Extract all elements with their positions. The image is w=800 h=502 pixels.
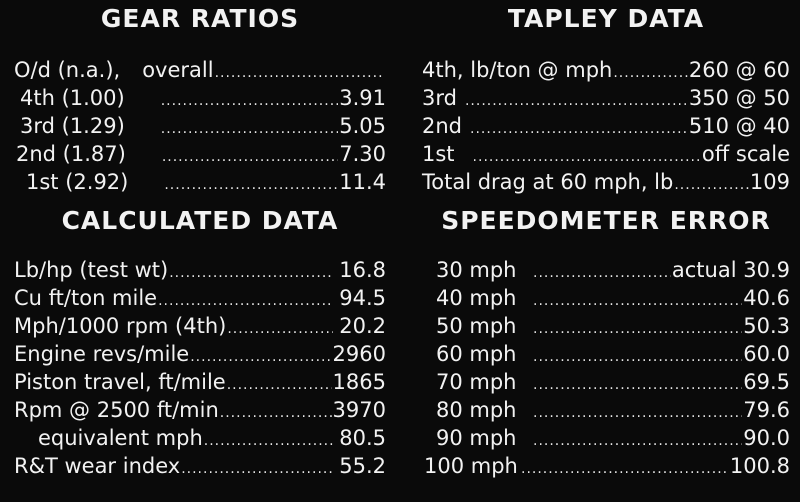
dot-leader [204, 427, 333, 455]
calc-row-lb-hp [14, 256, 386, 284]
gear-ratios-section [14, 4, 386, 194]
speedo-row-value: actual 30.9 [671, 258, 790, 282]
calc-row-value: 1865 [332, 370, 386, 394]
speedo-row-100 [422, 452, 790, 480]
calc-row-equiv-mph [14, 424, 386, 452]
speedo-row-label: 80 mph [436, 398, 517, 422]
calc-row-piston-travel [14, 368, 386, 396]
tapley-row-value: off scale [701, 142, 790, 166]
calc-row-value: 2960 [332, 342, 386, 366]
speedo-row-label: 100 mph [424, 454, 518, 478]
gear-row-label: 2nd (1.87) [16, 142, 126, 166]
tapley-row-total-drag [422, 168, 790, 196]
speedo-row-value: 69.5 [743, 370, 790, 394]
speedo-row-70 [422, 368, 790, 396]
speedo-row-value: 60.0 [743, 342, 790, 366]
gear-row-3rd [14, 112, 386, 140]
dot-leader [169, 259, 333, 287]
calc-row-value: 3970 [332, 398, 386, 422]
dot-leader [674, 171, 749, 199]
dot-leader [161, 87, 339, 115]
tapley-row-label: 4th, lb/ton @ mph [422, 58, 613, 82]
gear-row-1st [14, 168, 386, 196]
tapley-data-title: TAPLEY DATA [507, 4, 705, 33]
speedo-row-60 [422, 340, 790, 368]
calc-row-label: Cu ft/ton mile [14, 286, 158, 310]
dot-leader [533, 399, 742, 427]
calc-row-value: 16.8 [339, 258, 386, 282]
calc-row-label: Piston travel, ft/mile [14, 370, 226, 394]
dot-leader [215, 59, 385, 87]
dot-leader [533, 343, 742, 371]
tapley-row-value: 350 @ 50 [688, 86, 790, 110]
speedo-row-value: 100.8 [729, 454, 790, 478]
dot-leader [533, 315, 742, 343]
calc-row-label: R&T wear index [14, 454, 181, 478]
tapley-row-label: Total drag at 60 mph, lb [422, 170, 674, 194]
gear-row-4th [14, 84, 386, 112]
calc-row-label: Mph/1000 rpm (4th) [14, 314, 227, 338]
gear-row-value: 7.30 [339, 142, 386, 166]
dot-leader [158, 287, 333, 315]
dot-leader [470, 115, 688, 143]
calculated-data-title: CALCULATED DATA [61, 206, 339, 235]
tapley-data-section [422, 4, 790, 194]
calc-row-label: Lb/hp (test wt) [14, 258, 169, 282]
speedo-row-90 [422, 424, 790, 452]
speedo-row-value: 79.6 [743, 398, 790, 422]
speedo-row-label: 90 mph [436, 426, 517, 450]
dot-leader [161, 115, 338, 143]
tapley-row-4th [422, 56, 790, 84]
tapley-row-value: 109 [749, 170, 790, 194]
calc-row-label: Rpm @ 2500 ft/min [14, 398, 219, 422]
tapley-row-label: 3rd [422, 86, 457, 110]
gear-row-2nd [14, 140, 386, 168]
dot-leader [190, 343, 331, 371]
speedo-row-label: 50 mph [436, 314, 517, 338]
speedo-row-80 [422, 396, 790, 424]
gear-row-mid: overall [142, 58, 214, 82]
calc-row-rpm-2500 [14, 396, 386, 424]
calc-row-value: 94.5 [339, 286, 386, 310]
gear-row-label: 3rd (1.29) [20, 114, 125, 138]
dot-leader [473, 143, 701, 171]
speedometer-error-title: SPEEDOMETER ERROR [441, 206, 771, 235]
dot-leader [227, 315, 333, 343]
dot-leader [181, 455, 333, 483]
dot-leader [465, 87, 688, 115]
tapley-row-value: 510 @ 40 [688, 114, 790, 138]
gear-row-overdrive [14, 56, 386, 84]
calc-row-wear-index [14, 452, 386, 480]
speedo-row-label: 70 mph [436, 370, 517, 394]
speedo-row-label: 30 mph [436, 258, 517, 282]
dot-leader [521, 455, 729, 483]
tapley-row-1st [422, 140, 790, 168]
gear-row-value: 5.05 [339, 114, 386, 138]
gear-row-value: 3.91 [339, 86, 386, 110]
speedo-row-40 [422, 284, 790, 312]
speedo-row-label: 40 mph [436, 286, 517, 310]
calc-row-value: 55.2 [339, 454, 386, 478]
dot-leader [613, 59, 688, 87]
dot-leader [227, 371, 332, 399]
calculated-data-section [14, 206, 386, 476]
tapley-row-value: 260 @ 60 [688, 58, 790, 82]
dot-leader [220, 399, 332, 427]
dot-leader [533, 259, 671, 287]
dot-leader [533, 371, 742, 399]
speedo-row-label: 60 mph [436, 342, 517, 366]
calc-row-cu-ft [14, 284, 386, 312]
tapley-row-3rd [422, 84, 790, 112]
calc-row-engine-revs [14, 340, 386, 368]
tapley-row-label: 1st [422, 142, 455, 166]
speedometer-error-section [422, 206, 790, 476]
speedo-row-30 [422, 256, 790, 284]
speedo-row-value: 50.3 [743, 314, 790, 338]
tapley-row-2nd [422, 112, 790, 140]
gear-row-label: 4th (1.00) [20, 86, 125, 110]
calc-row-value: 80.5 [339, 426, 386, 450]
gear-row-value: 11.4 [339, 170, 386, 194]
tapley-row-label: 2nd [422, 114, 463, 138]
gear-row-label: O/d (n.a.), [14, 58, 121, 82]
calc-row-mph-rpm [14, 312, 386, 340]
calc-row-value: 20.2 [339, 314, 386, 338]
speedo-row-value: 90.0 [743, 426, 790, 450]
speedo-row-value: 40.6 [743, 286, 790, 310]
calc-row-label: equivalent mph [38, 426, 203, 450]
gear-ratios-title: GEAR RATIOS [100, 4, 300, 33]
dot-leader [162, 143, 338, 171]
gear-row-label: 1st (2.92) [26, 170, 129, 194]
calc-row-label: Engine revs/mile [14, 342, 190, 366]
dot-leader [533, 287, 742, 315]
dot-leader [164, 171, 338, 199]
dot-leader [533, 427, 742, 455]
speedo-row-50 [422, 312, 790, 340]
